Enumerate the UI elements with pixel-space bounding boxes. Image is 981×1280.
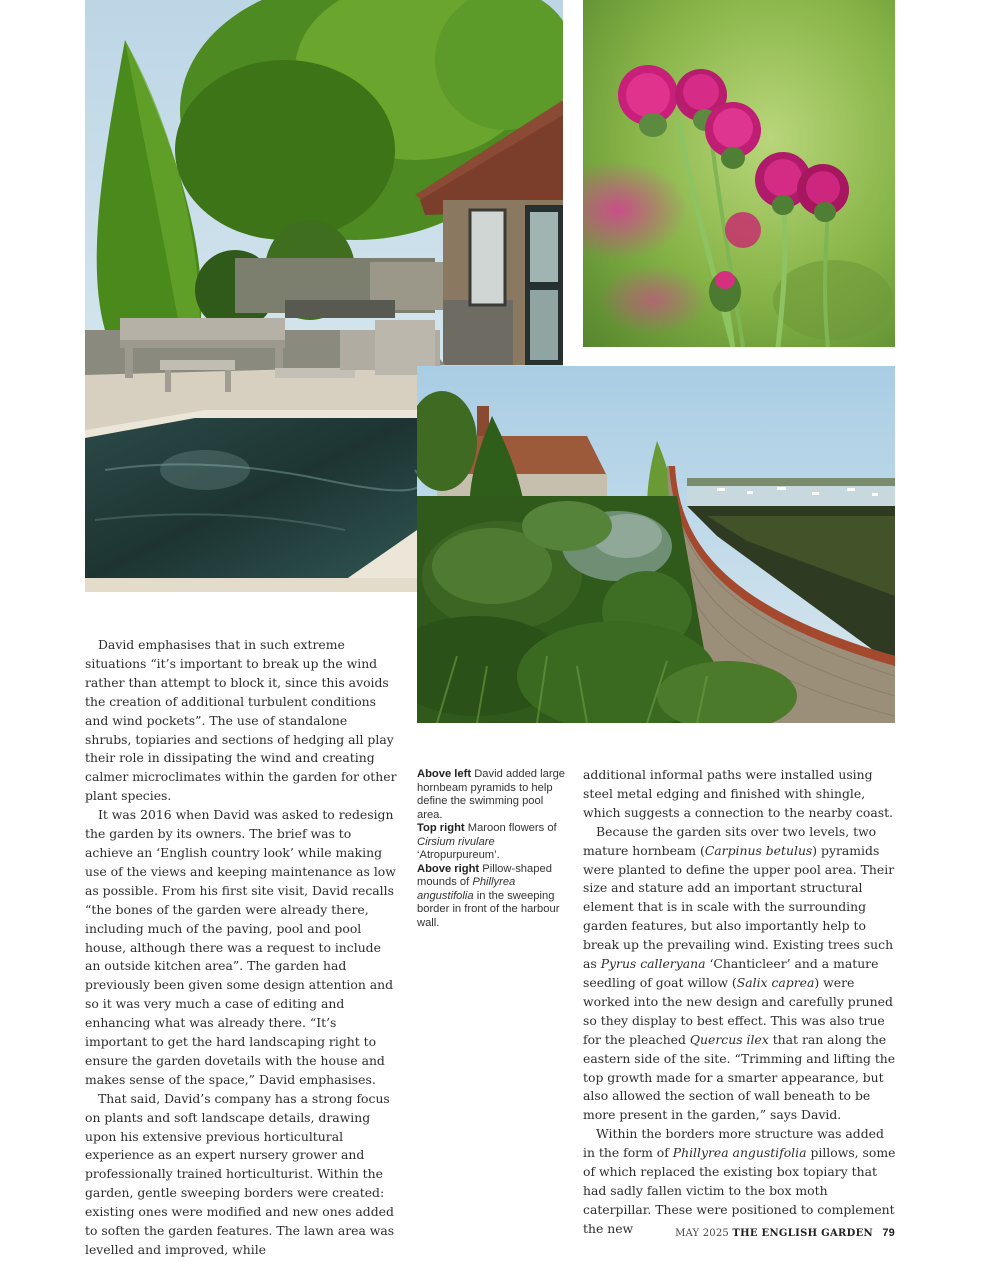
caption-text: in the sweeping border in front of the harbour wall.	[417, 889, 560, 929]
text-run: that ran along the eastern side of the site. “Trimming and lifting the top growth made for a smarter appearance, but also allowed the section of wall beneath to be more present in the garden,” says David.	[583, 1031, 896, 1123]
harbour-wall-photo	[417, 366, 895, 723]
plant-name: Phillyrea angustifolia	[672, 1145, 807, 1161]
page-footer	[675, 1227, 895, 1239]
issue-date: MAY 2025	[675, 1228, 729, 1239]
caption-text: Pillow-shaped mounds of	[417, 862, 552, 888]
article-left-column	[85, 636, 397, 1260]
caption-above-right	[417, 863, 567, 931]
text-run: ) pyramids were planted to define the upper pool area. Their size and stature add an important structural element that is in scale with the surrounding garden features, but also importantly help to break up the prevailing wind. Existing trees such as	[583, 842, 895, 972]
left-paragraph-2: It was 2016 when David was asked to redesign the garden by its owners. The brief was to achieve an ‘English country look’ while making use of the views and keeping maintenance as low as possible. From his first site visit, David recalls “the bones of the garden were already there, including much of the paving, pool and pool house, although there was a request to include an outside kitchen area”. The garden had previously been given some design attention and so it was very much a case of editing and enhancing what was already there. “It’s important to get the hard landscaping right to ensure the garden dovetails with the house and makes sense of the space,” David emphasises.	[85, 807, 396, 1087]
caption-plant-name: Phillyrea angustifolia	[417, 876, 516, 902]
text-run: pillows, some of which replaced the existing box topiary that had sadly fallen victim to the box moth caterpillar. These were positioned to complement the new	[583, 1145, 896, 1236]
thistle-flowers-photo	[583, 0, 895, 347]
text-run: Within the borders more structure was added in the form of	[583, 1126, 884, 1161]
plant-name: Carpinus betulus	[704, 842, 813, 858]
caption-label: Above left	[417, 768, 472, 780]
caption-label: Top right	[417, 822, 465, 834]
article-right-column	[583, 766, 897, 1239]
text-run: ) were worked into the new design and carefully pruned so they display to best effect. This was also true for the pleached	[583, 974, 893, 1047]
caption-text: David added large hornbeam pyramids to help define the swimming pool area.	[417, 768, 566, 821]
right-paragraph-1: additional informal paths were installed using steel metal edging and finished with shingle, which suggests a connection to the nearby coast.	[583, 767, 894, 820]
caption-label: Above right	[417, 862, 480, 875]
caption-above-left	[417, 768, 567, 822]
plant-name: Quercus ilex	[689, 1031, 769, 1047]
caption-text: Maroon flowers of	[467, 822, 557, 834]
caption-text: ‘Atropurpureum’.	[417, 849, 500, 861]
left-paragraph-1: David emphasises that in such extreme situations “it’s important to break up the wind rather than attempt to block it, since this avoids the creation of additional turbulent conditions and wind pockets”. The use of standalone shrubs, topiaries and sections of hedging all play their role in dissipating the wind and creating calmer microclimates within the garden for other plant species.	[85, 637, 397, 804]
text-run: ‘Chanticleer’ and a mature seedling of goat willow (	[583, 956, 879, 990]
caption-plant-name: Cirsium rivulare	[417, 835, 495, 848]
right-paragraph-2	[583, 823, 897, 1126]
plant-name: Salix caprea	[736, 974, 815, 990]
page-number: 79	[882, 1227, 895, 1239]
left-paragraph-3: That said, David’s company has a strong focus on plants and soft landscape details, drawing upon his extensive previous horticultural experience as an expert nursery grower and professionally trained horticulturist. Within the garden, gentle sweeping borders were created: existing ones were modified and new ones added to soften the garden features. The lawn area was levelled and improved, while	[85, 1090, 395, 1257]
plant-name: Pyrus calleryana	[600, 956, 706, 972]
right-paragraph-3	[583, 1125, 897, 1238]
text-run: Because the garden sits over two levels, two mature hornbeam (	[583, 823, 877, 858]
photo-captions	[417, 768, 567, 930]
magazine-name: THE ENGLISH GARDEN	[732, 1228, 873, 1239]
caption-top-right	[417, 822, 567, 863]
